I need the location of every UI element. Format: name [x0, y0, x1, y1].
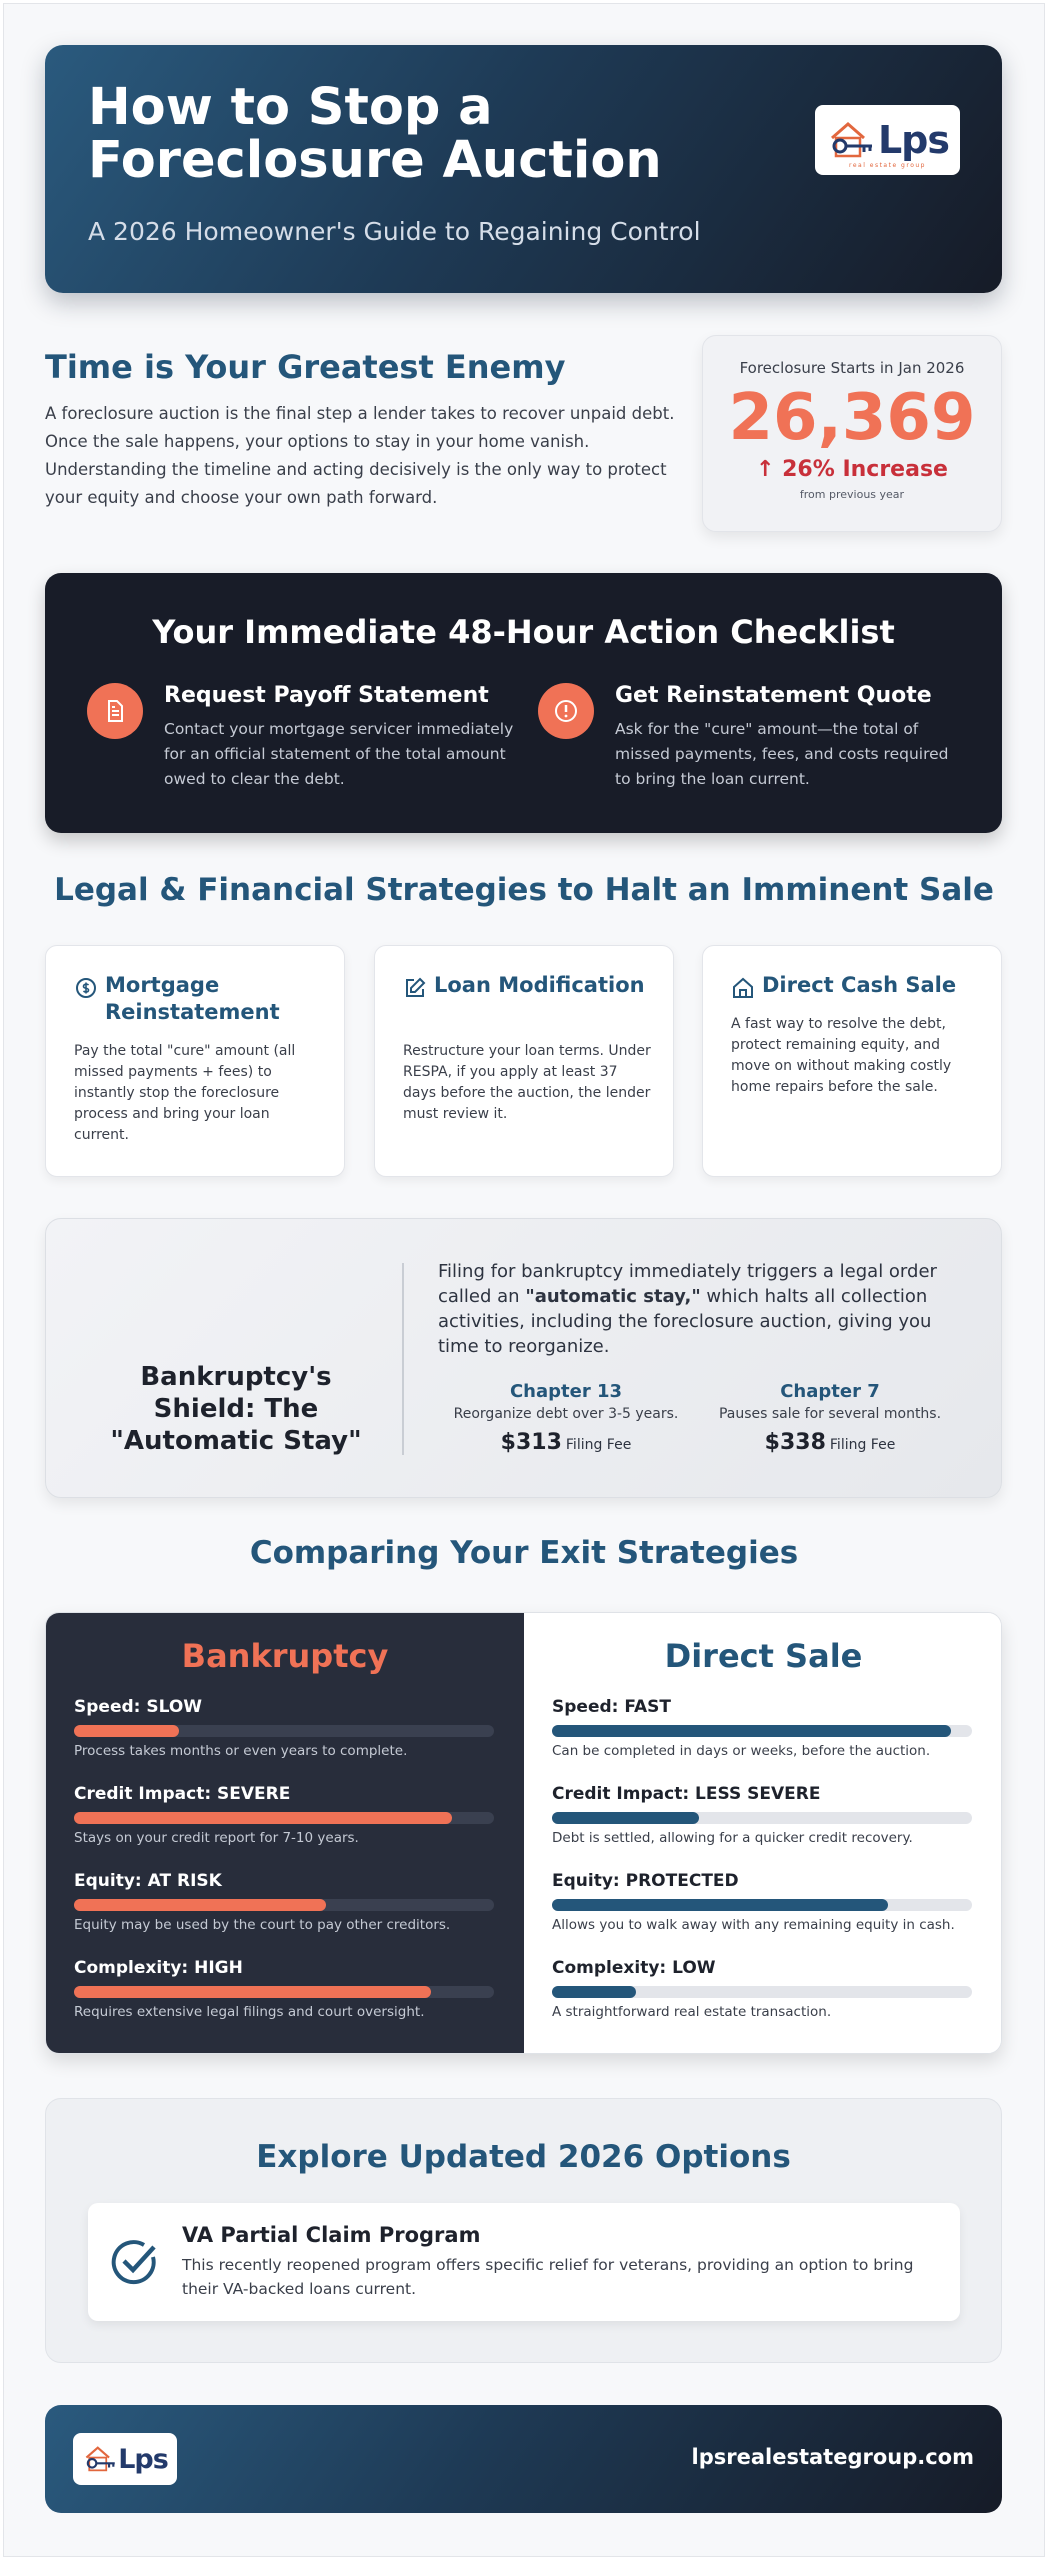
compare-row-note: Requires extensive legal filings and court oversight.: [74, 2004, 425, 2020]
compare-row-label: Credit Impact: SEVERE: [74, 1784, 291, 1804]
compare-row-label: Speed: SLOW: [74, 1697, 203, 1717]
home-icon: [731, 976, 755, 1000]
level-bar: [74, 1812, 494, 1824]
page-title: How to Stop a Foreclosure Auction: [88, 78, 662, 190]
level-bar: [552, 1725, 972, 1737]
chapter-7: [710, 1381, 950, 1455]
compare-title: Comparing Your Exit Strategies: [249, 1535, 799, 1571]
checklist-title: Your Immediate 48-Hour Action Checklist: [152, 613, 895, 651]
strategy-card: [702, 945, 1002, 1177]
compare-row: [552, 1697, 972, 1759]
compare-row-label: Equity: AT RISK: [74, 1871, 222, 1891]
compare-row: [74, 1958, 494, 2020]
stat-card: [702, 335, 1002, 532]
level-bar-fill: [74, 1899, 326, 1911]
level-bar-fill: [552, 1812, 699, 1824]
alert-icon: [538, 683, 594, 739]
compare-row-label: Complexity: HIGH: [74, 1958, 243, 1978]
footer-logo[interactable]: [73, 2433, 177, 2485]
stat-from: from previous year: [799, 488, 905, 501]
compare-row-label: Speed: FAST: [552, 1697, 672, 1717]
chapter-13: [446, 1381, 686, 1455]
level-bar: [74, 1899, 494, 1911]
compare-row-note: Process takes months or even years to complete.: [74, 1743, 408, 1759]
chapter-fee-label: Filing Fee: [829, 1437, 896, 1453]
chapter-fee-amount: $338: [764, 1430, 826, 1455]
compare-row-note: Stays on your credit report for 7-10 years.: [74, 1830, 359, 1846]
level-bar: [552, 1812, 972, 1824]
document-icon: [87, 683, 143, 739]
compare-row-note: Allows you to walk away with any remaining equity in cash.: [552, 1917, 955, 1933]
checklist-item-title: Get Reinstatement Quote: [615, 683, 932, 708]
level-bar-fill: [74, 1812, 452, 1824]
edit-icon: [403, 976, 427, 1000]
compare-row: [552, 1871, 972, 1933]
level-bar-fill: [552, 1899, 888, 1911]
intro-title: Time is Your Greatest Enemy: [45, 348, 566, 386]
compare-row: [552, 1958, 972, 2020]
bankruptcy-text-bold: "automatic stay,": [525, 1286, 701, 1307]
intro-text: A foreclosure auction is the final step a lender takes to recover unpaid debt. Once the sale happens, your options to stay in your home vanish. Understanding the timeline and acting decisively is the only way to protect your equity and choose your own path forward.: [45, 404, 675, 507]
website-link[interactable]: lpsrealestategroup.com: [691, 2445, 974, 2469]
strategy-card-text: Pay the total "cure" amount (all missed payments + fees) to instantly stop the foreclosure process and bring your loan current.: [74, 1043, 296, 1143]
bankruptcy-section: [45, 1218, 1002, 1498]
page-subtitle: A 2026 Homeowner's Guide to Regaining Control: [88, 217, 701, 246]
stat-label: Foreclosure Starts in Jan 2026: [739, 359, 965, 377]
logo-text: Lps: [118, 2443, 168, 2475]
compare-row-note: Debt is settled, allowing for a quicker credit recovery.: [552, 1830, 913, 1846]
compare-row-label: Complexity: LOW: [552, 1958, 716, 1978]
bankruptcy-text-part: which halts all collection activities, including the foreclosure auction, giving you time to reorganize.: [438, 1286, 932, 1357]
logo-tagline: real estate group: [848, 162, 926, 169]
stat-value: 26,369: [728, 381, 976, 455]
compare-column-direct-sale: [524, 1613, 1002, 2054]
chapter-fee-amount: $313: [500, 1430, 562, 1455]
chapter-desc: Reorganize debt over 3-5 years.: [453, 1406, 679, 1422]
chapter-fee: [710, 1430, 950, 1455]
strategies-title: Legal & Financial Strategies to Halt an Imminent Sale: [54, 872, 994, 908]
level-bar: [74, 1725, 494, 1737]
compare-row-label: Credit Impact: LESS SEVERE: [552, 1784, 821, 1804]
action-checklist: [45, 573, 1002, 833]
chapter-title: Chapter 13: [509, 1381, 623, 1402]
explore-title: Explore Updated 2026 Options: [256, 2139, 791, 2175]
bankruptcy-text-part: Filing for bankruptcy immediately triggers a legal order called an: [438, 1261, 937, 1307]
strategy-card-text: A fast way to resolve the debt, protect remaining equity, and move on without making costly home repairs before the sale.: [731, 1016, 952, 1095]
key-house-icon: [826, 116, 882, 164]
compare-row-note: A straightforward real estate transaction.: [552, 2004, 832, 2020]
compare-row-note: Equity may be used by the court to pay other creditors.: [74, 1917, 451, 1933]
level-bar-fill: [552, 1725, 951, 1737]
explore-item-title: VA Partial Claim Program: [182, 2223, 481, 2247]
compare-column-bankruptcy: [46, 1613, 524, 2054]
checklist-item-text: Contact your mortgage servicer immediately for an official statement of the total amount owed to clear the debt.: [164, 720, 514, 788]
stat-increase: ↑ 26% Increase: [756, 457, 948, 482]
strategy-card-text: Restructure your loan terms. Under RESPA, if you apply at least 37 days before the auction, the lender must review it.: [403, 1043, 651, 1122]
compare-row: [552, 1784, 972, 1846]
logo-text: Lps: [877, 118, 950, 162]
strategy-card-title: Direct Cash Sale: [762, 973, 957, 997]
strategy-card-title: Mortgage Reinstatement: [105, 973, 280, 1024]
compare-row: [74, 1697, 494, 1759]
level-bar: [74, 1986, 494, 1998]
strategy-card-title: Loan Modification: [434, 973, 645, 997]
company-logo[interactable]: [815, 105, 960, 175]
chapter-fee-label: Filing Fee: [565, 1437, 632, 1453]
explore-item: [88, 2203, 960, 2321]
chapter-title: Chapter 7: [780, 1381, 880, 1402]
strategy-card: [374, 945, 674, 1177]
bankruptcy-title: Bankruptcy's Shield: The "Automatic Stay": [110, 1362, 362, 1456]
level-bar-fill: [552, 1986, 636, 1998]
compare-column-title: Bankruptcy: [181, 1637, 389, 1675]
level-bar: [552, 1899, 972, 1911]
explore-section: [45, 2098, 1002, 2363]
checklist-item-title: Request Payoff Statement: [164, 683, 489, 708]
compare-row: [74, 1871, 494, 1933]
bankruptcy-text: [438, 1259, 958, 1359]
hero-banner: [45, 45, 1002, 293]
explore-item-text: This recently reopened program offers specific relief for veterans, providing an option to bring their VA-backed loans current.: [182, 2256, 914, 2298]
strategy-card: [45, 945, 345, 1177]
check-circle-icon: [108, 2235, 162, 2289]
checklist-item-text: Ask for the "cure" amount—the total of missed payments, fees, and costs required to bring the loan current.: [615, 720, 949, 788]
footer: [45, 2405, 1002, 2513]
compare-row-note: Can be completed in days or weeks, before the auction.: [552, 1743, 931, 1759]
level-bar-fill: [74, 1725, 179, 1737]
level-bar-fill: [74, 1986, 431, 1998]
level-bar: [552, 1986, 972, 1998]
compare-column-title: Direct Sale: [664, 1637, 863, 1675]
key-house-icon: [82, 2442, 122, 2476]
divider: [402, 1263, 404, 1455]
compare-row: [74, 1784, 494, 1846]
compare-row-label: Equity: PROTECTED: [552, 1871, 739, 1891]
coin-icon: [74, 976, 98, 1000]
compare-table: [45, 1612, 1002, 2054]
chapter-fee: [446, 1430, 686, 1455]
chapter-desc: Pauses sale for several months.: [718, 1406, 942, 1422]
